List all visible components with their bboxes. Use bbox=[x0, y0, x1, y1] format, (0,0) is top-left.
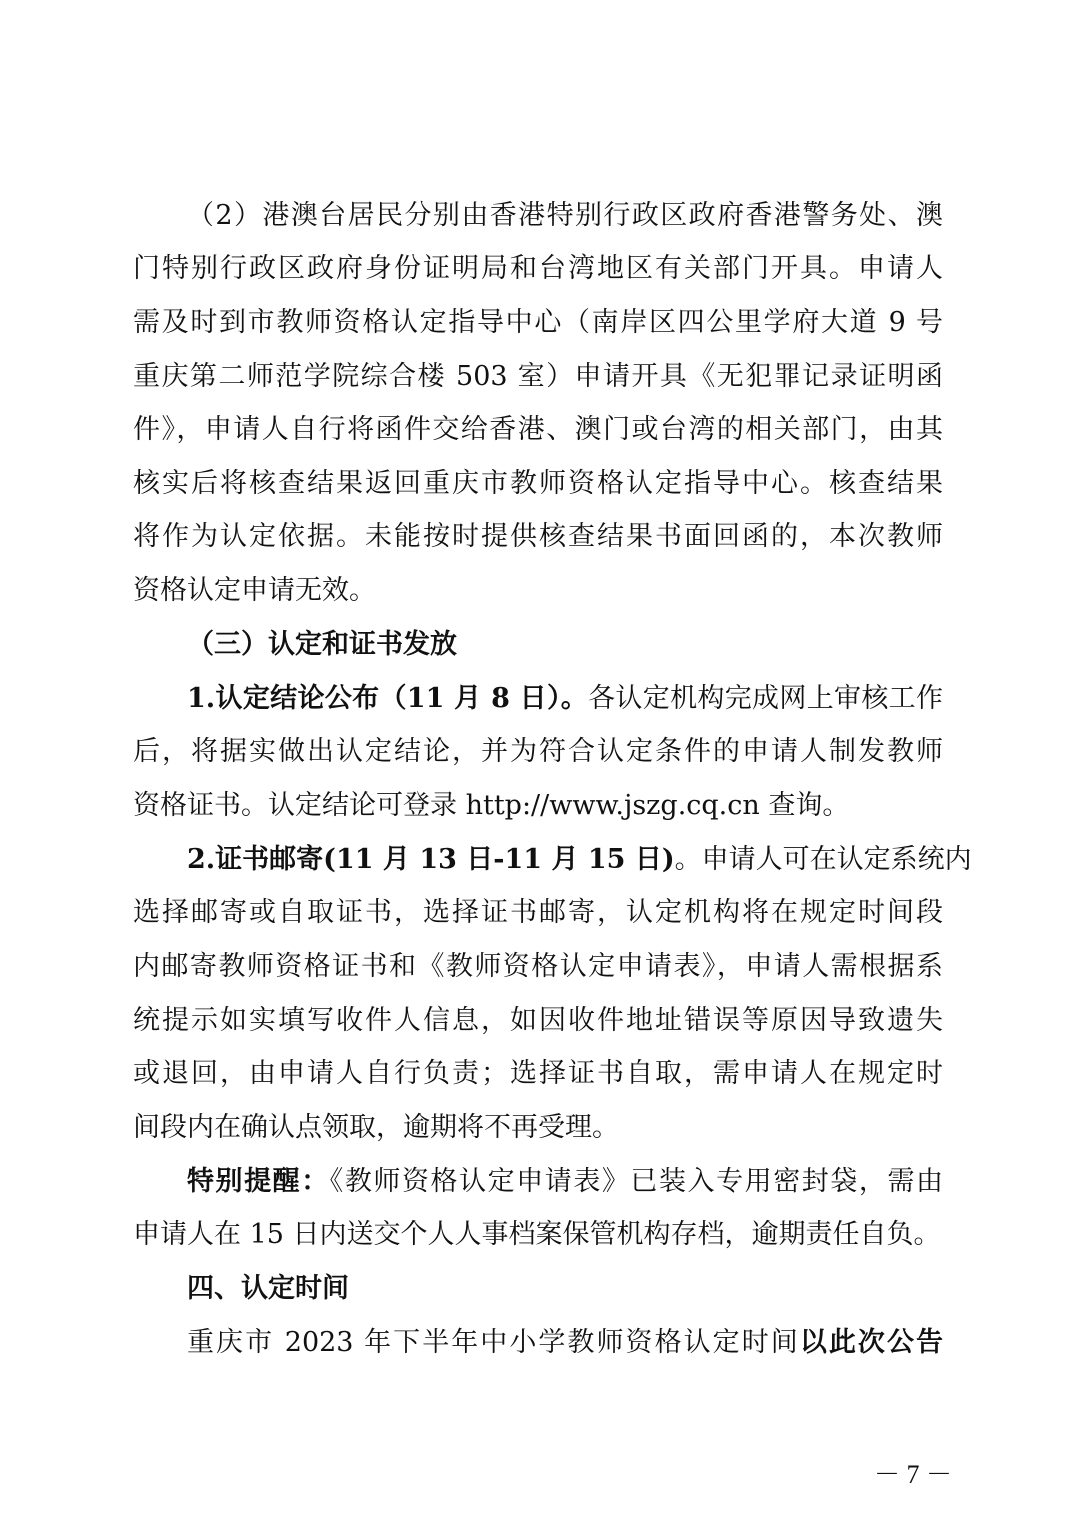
item1-title: 1.认定结论公布（11 月 8 日）。 bbox=[187, 683, 589, 714]
reminder-first-line bbox=[187, 1163, 943, 1201]
section-heading: 四、认定时间 bbox=[187, 1273, 349, 1304]
item2-line: 间段内在确认点领取，逾期将不再受理。 bbox=[133, 1112, 619, 1143]
item1-text: 各认定机构完成网上审核工作 bbox=[588, 683, 943, 714]
reminder-label: 特别提醒： bbox=[187, 1166, 330, 1197]
item1-first-line bbox=[187, 680, 943, 718]
paragraph-hk-macau-line: 重庆第二师范学院综合楼 503 室）申请开具《无犯罪记录证明函 bbox=[133, 361, 943, 392]
paragraph-hk-macau-line: 件》，申请人自行将函件交给香港、澳门或台湾的相关部门，由其 bbox=[133, 414, 943, 445]
paragraph-hk-macau-line: 需及时到市教师资格认定指导中心（南岸区四公里学府大道 9 号 bbox=[133, 307, 943, 338]
item2-line: 或退回，由申请人自行负责；选择证书自取，需申请人在规定时 bbox=[133, 1058, 943, 1089]
paragraph-hk-macau-line: 门特别行政区政府身份证明局和台湾地区有关部门开具。申请人 bbox=[133, 253, 943, 284]
section4-bold-text: 以此次公告 bbox=[799, 1327, 943, 1358]
section4-text: 重庆市 2023 年下半年中小学教师资格认定时间 bbox=[187, 1327, 800, 1358]
reminder-text: 《教师资格认定申请表》已装入专用密封袋，需由 bbox=[329, 1166, 944, 1197]
item1-line: 资格证书。认定结论可登录 http://www.jszg.cq.cn 查询。 bbox=[133, 790, 850, 821]
paragraph-hk-macau-line: 资格认定申请无效。 bbox=[133, 575, 376, 606]
item2-line: 内邮寄教师资格证书和《教师资格认定申请表》，申请人需根据系 bbox=[133, 951, 943, 982]
item2-line: 统提示如实填写收件人信息，如因收件地址错误等原因导致遗失 bbox=[133, 1005, 943, 1036]
paragraph-hk-macau-line: 核实后将核查结果返回重庆市教师资格认定指导中心。核查结果 bbox=[133, 468, 943, 499]
section-heading: （三）认定和证书发放 bbox=[187, 629, 457, 660]
paragraph-hk-macau-line: 将作为认定依据。未能按时提供核查结果书面回函的，本次教师 bbox=[133, 521, 943, 552]
paragraph-hk-macau-line: （2）港澳台居民分别由香港特别行政区政府香港警务处、澳 bbox=[187, 200, 943, 231]
item2-text: 。申请人可在认定系统内 bbox=[674, 844, 972, 875]
section4-line bbox=[187, 1324, 943, 1362]
item2-first-line bbox=[187, 841, 972, 879]
page-number: － 7 － bbox=[873, 1460, 952, 1489]
item2-line: 选择邮寄或自取证书，选择证书邮寄，认定机构将在规定时间段 bbox=[133, 897, 943, 928]
reminder-line: 申请人在 15 日内送交个人人事档案保管机构存档，逾期责任自负。 bbox=[133, 1219, 941, 1250]
item1-line: 后，将据实做出认定结论，并为符合认定条件的申请人制发教师 bbox=[133, 736, 943, 767]
item2-title: 2.证书邮寄(11 月 13 日-11 月 15 日) bbox=[187, 844, 675, 875]
